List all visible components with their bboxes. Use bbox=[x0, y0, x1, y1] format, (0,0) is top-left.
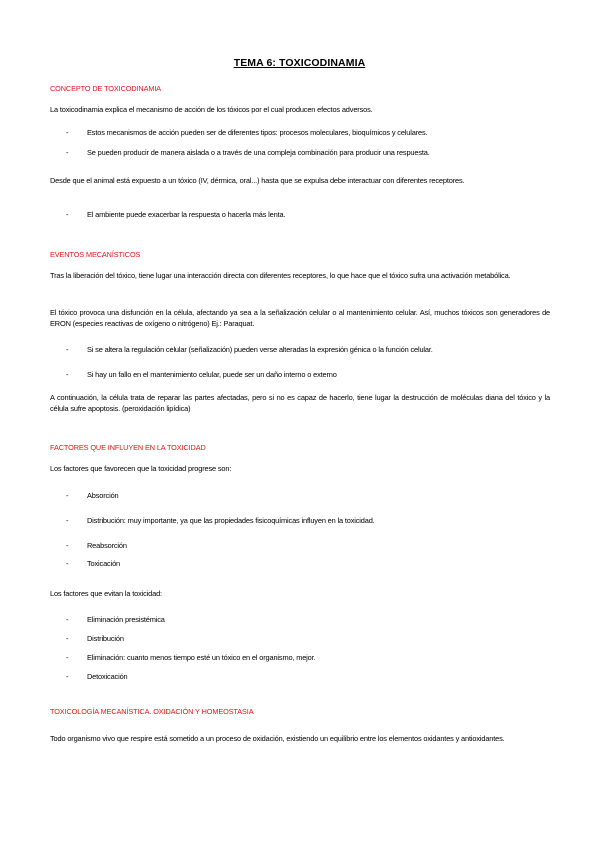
bullet-marker: - bbox=[66, 653, 69, 662]
list-item-text: Absorción bbox=[87, 491, 119, 500]
section-heading-concepto: CONCEPTO DE TOXICODINAMIA bbox=[50, 84, 162, 93]
list-item-text: Distribución bbox=[87, 634, 124, 643]
list-item-text: Si se altera la regulación celular (señalización) pueden verse alteradas la expresión génica o la función celular. bbox=[87, 345, 433, 354]
bullet-marker: - bbox=[66, 148, 69, 157]
bullet-marker: - bbox=[66, 345, 69, 354]
list-item-text: Toxicación bbox=[87, 559, 121, 568]
bullet-marker: - bbox=[66, 672, 69, 681]
list-item-text: El ambiente puede exacerbar la respuesta o hacerla más lenta. bbox=[87, 210, 286, 219]
list-item-text: Eliminación: cuanto menos tiempo esté un tóxico en el organismo, mejor. bbox=[87, 653, 316, 662]
paragraph: A continuación, la célula trata de reparar las partes afectadas, pero si no es capaz de hacerlo, tiene lugar la destrucción de moléculas diana del tóxico y la célula sufre apoptosis. (peroxidación lipídica) bbox=[50, 393, 550, 413]
list-item-text: Eliminación presistémica bbox=[87, 615, 165, 624]
bullet-marker: - bbox=[66, 491, 69, 500]
bullet-marker: - bbox=[66, 615, 69, 624]
list-item-text: Si hay un fallo en el mantenimiento celular, puede ser un daño interno o externo bbox=[87, 370, 337, 379]
bullet-marker: - bbox=[66, 516, 69, 525]
bullet-marker: - bbox=[66, 541, 69, 550]
page-title: TEMA 6: TOXICODINAMIA bbox=[233, 57, 366, 69]
list-item-text: Reabsorción bbox=[87, 541, 127, 550]
section-heading-factores: FACTORES QUE INFLUYEN EN LA TOXICIDAD bbox=[50, 443, 206, 452]
paragraph: Desde que el animal está expuesto a un tóxico (IV, dérmica, oral...) hasta que se expulsa debe interactuar con diferentes receptores. bbox=[50, 176, 465, 185]
bullet-marker: - bbox=[66, 210, 69, 219]
list-item-text: Se pueden producir de manera aislada o a través de una compleja combinación para producir una respuesta. bbox=[87, 148, 430, 157]
paragraph: Tras la liberación del tóxico, tiene lugar una interacción directa con diferentes receptores, lo que hace que el tóxico sufra una activación metabólica. bbox=[50, 271, 511, 280]
bullet-marker: - bbox=[66, 634, 69, 643]
section-heading-eventos: EVENTOS MECANÍSTICOS bbox=[50, 250, 141, 259]
bullet-marker: - bbox=[66, 370, 69, 379]
section-heading-mecanistica: TOXICOLOGÍA MECANÍSTICA. OXIDACIÓN Y HOMEOSTASIA bbox=[50, 707, 254, 716]
paragraph: La toxicodinamia explica el mecanismo de acción de los tóxicos por el cual producen efectos adversos. bbox=[50, 105, 373, 114]
list-item-text: Detoxicación bbox=[87, 672, 128, 681]
paragraph: Los factores que evitan la toxicidad: bbox=[50, 589, 162, 598]
list-item-text: Distribución: muy importante, ya que las propiedades fisicoquímicas influyen en la toxicidad. bbox=[87, 516, 375, 525]
paragraph: Los factores que favorecen que la toxicidad progrese son: bbox=[50, 464, 232, 473]
bullet-marker: - bbox=[66, 559, 69, 568]
list-item-text: Estos mecanismos de acción pueden ser de diferentes tipos: procesos moleculares, bioquímicos y celulares. bbox=[87, 128, 428, 137]
paragraph: Todo organismo vivo que respire está sometido a un proceso de oxidación, existiendo un equilibrio entre los elementos oxidantes y antioxidantes. bbox=[50, 734, 505, 743]
bullet-marker: - bbox=[66, 128, 69, 137]
paragraph: El tóxico provoca una disfunción en la célula, afectando ya sea a la señalización celular o al mantenimiento celular. Así, muchos tóxicos son generadores de ERON (especies reactivas de oxígeno o nitrógeno) Ej.: Paraquat. bbox=[50, 308, 550, 328]
